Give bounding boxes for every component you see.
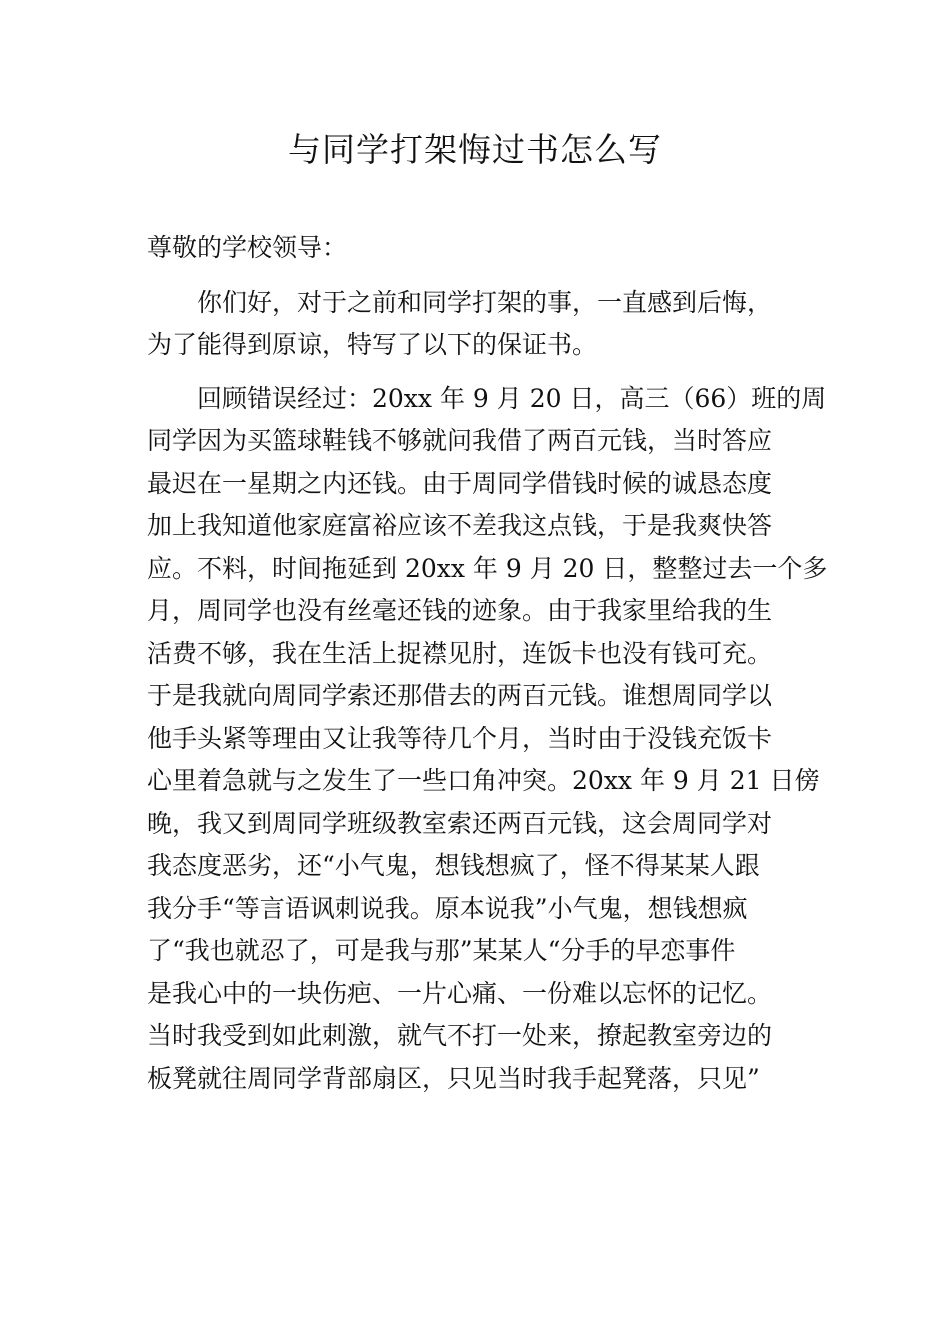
paragraph-line: 加上我知道他家庭富裕应该不差我这点钱，于是我爽快答 (147, 511, 773, 540)
paragraph-line: 应。不料，时间拖延到 20xx 年 9 月 20 日，整整过去一个多 (147, 553, 828, 583)
paragraph-line: 于是我就向周同学索还那借去的两百元钱。谁想周同学以 (147, 681, 773, 710)
paragraph-line: 晚，我又到周同学班级教室索还两百元钱，这会周同学对 (147, 808, 773, 838)
document-body (147, 227, 828, 1100)
paragraph-line: 他手头紧等理由又让我等待几个月，当时由于没钱充饭卡 (147, 723, 773, 753)
paragraph-line: 了“我也就忍了，可是我与那”某某人“分手的早恋事件 (147, 936, 736, 965)
paragraph-line: 我态度恶劣，还“小气鬼，想钱想疯了，怪不得某某人跟 (147, 851, 760, 880)
paragraph-line: 最迟在一星期之内还钱。由于周同学借钱时候的诚恳态度 (147, 468, 773, 498)
paragraph-line: 你们好，对于之前和同学打架的事，一直感到后悔， (197, 287, 773, 317)
paragraph-line: 是我心中的一块伤疤、一片心痛、一份难以忘怀的记忆。 (147, 978, 773, 1008)
paragraph-incident (147, 378, 828, 1101)
paragraph-line: 为了能得到原谅，特写了以下的保证书。 (147, 330, 598, 359)
document-title: 与同学打架悔过书怎么写 (288, 130, 662, 169)
paragraph-line: 活费不够，我在生活上捉襟见肘，连饭卡也没有钱可充。 (147, 638, 773, 668)
salutation: 尊敬的学校领导： (147, 233, 348, 262)
paragraph-greeting (147, 282, 807, 367)
paragraph-line: 心里着急就与之发生了一些口角冲突。20xx 年 9 月 21 日傍 (147, 766, 820, 795)
paragraph-line: 同学因为买篮球鞋钱不够就问我借了两百元钱，当时答应 (147, 426, 773, 455)
paragraph-line: 我分手“等言语讽刺说我。原本说我”小气鬼，想钱想疯 (147, 893, 748, 923)
paragraph-line: 月，周同学也没有丝毫还钱的迹象。由于我家里给我的生 (147, 596, 773, 625)
paragraph-line: 板凳就往周同学背部扇区，只见当时我手起凳落，只见” (147, 1063, 760, 1093)
paragraph-line: 回顾错误经过：20xx 年 9 月 20 日，高三（66）班的周 (197, 383, 827, 413)
paragraph-line: 当时我受到如此刺激，就气不打一处来，撩起教室旁边的 (147, 1021, 773, 1050)
